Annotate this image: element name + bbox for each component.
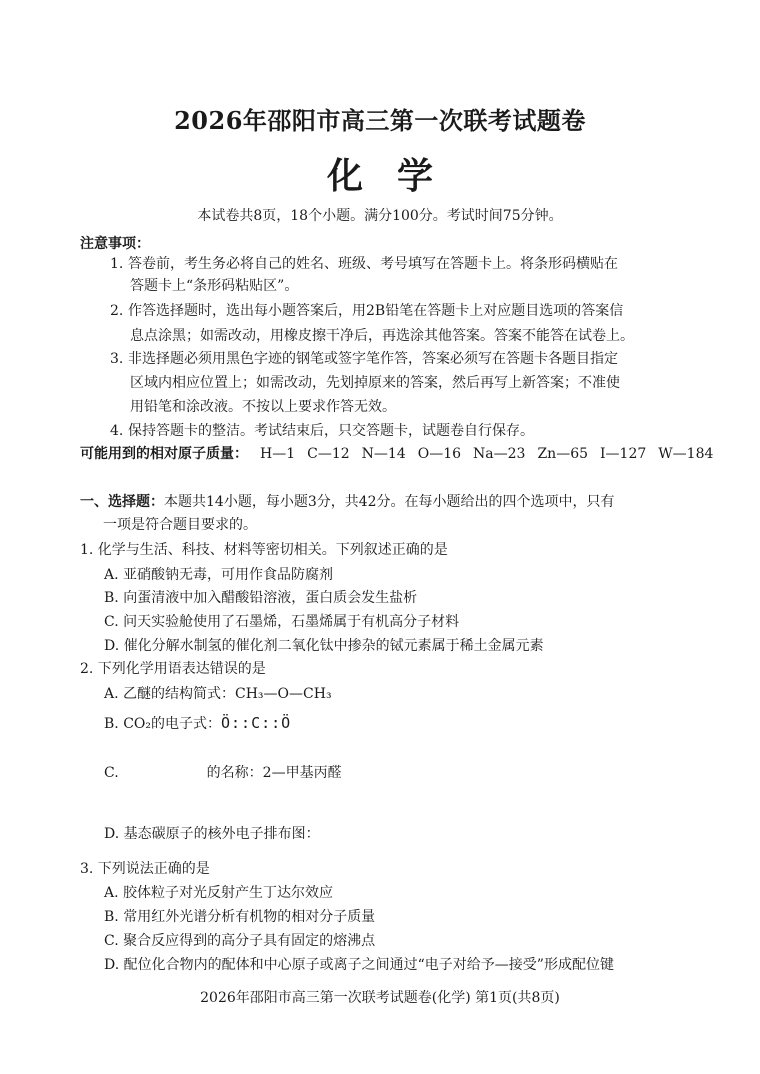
exam-info: 本试卷共8页，18个小题。满分100分。考试时间75分钟。	[197, 208, 563, 224]
section-desc: 一项是符合题目要求的。	[103, 517, 257, 533]
note-number: 3.	[110, 351, 124, 367]
note-number: 1.	[110, 256, 124, 272]
option-label: C.	[104, 765, 119, 781]
atomic-mass-item: Zn—65	[537, 446, 589, 462]
q1-option-a: A. 亚硝酸钠无毒，可用作食品防腐剂	[104, 567, 334, 583]
q1-option-c: C. 问天实验舱使用了石墨烯，石墨烯属于有机高分子材料	[104, 614, 460, 630]
atomic-mass-item: Na—23	[473, 446, 526, 462]
notes-heading: 注意事项：	[80, 236, 150, 252]
atomic-mass-item: I—127	[600, 446, 647, 462]
note-line: 作答选择题时，选出每小题答案后，用2B铅笔在答题卡上对应题目选项的答案信	[128, 303, 624, 319]
q3-option-d: D. 配位化合物内的配体和中心原子或离子之间通过“电子对给予—接受”形成配位键	[104, 957, 614, 973]
q2-option-c	[104, 763, 342, 783]
q2-stem: 2. 下列化学用语表达错误的是	[80, 661, 266, 677]
atomic-mass-item: H—1	[260, 446, 296, 462]
q1-option-b: B. 向蛋清液中加入醋酸铅溶液，蛋白质会发生盐析	[104, 590, 418, 606]
subject-title: 化学	[326, 155, 467, 197]
page-footer: 2026年邵阳市高三第一次联考试题卷(化学) 第1页(共8页)	[200, 990, 560, 1006]
note-line: 非选择题必须用黑色字迹的钢笔或签字笔作答，答案必须写在答题卡各题目指定	[128, 351, 618, 367]
atomic-mass-item: C—12	[307, 446, 350, 462]
q3-stem: 3. 下列说法正确的是	[80, 861, 210, 877]
option-label: B. CO₂的电子式：	[104, 716, 221, 732]
q2-option-a	[104, 684, 332, 704]
option-text: 的名称：2—甲基丙醛	[206, 765, 342, 781]
ether-formula: CH₃—O—CH₃	[235, 686, 332, 702]
q2-option-b	[104, 713, 291, 734]
atomic-mass-item: O—16	[417, 446, 462, 462]
atomic-mass-item: W—184	[658, 446, 714, 462]
note-item-2	[110, 301, 623, 321]
section-title: 一、选择题：	[80, 494, 164, 510]
note-line: 答卷前，考生务必将自己的姓名、班级、考号填写在答题卡上。将条形码横贴在	[128, 256, 618, 272]
atomic-mass-item: N—14	[361, 446, 406, 462]
note-line: 息点涂黑；如需改动，用橡皮擦干净后，再选涂其他答案。答案不能答在试卷上。	[130, 328, 634, 344]
note-number: 2.	[110, 303, 124, 319]
q3-option-a: A. 胶体粒子对光反射产生丁达尔效应	[104, 885, 334, 901]
section-header	[80, 492, 615, 512]
q1-option-d: D. 催化分解水制氢的催化剂二氧化钛中掺杂的铽元素属于稀土金属元素	[104, 638, 544, 654]
note-line: 用铅笔和涂改液。不按以上要求作答无效。	[130, 399, 396, 415]
section-desc: 本题共14小题，每小题3分，共42分。在每小题给出的四个选项中，只有	[164, 494, 615, 510]
atomic-mass-label: 可能用到的相对原子质量：	[80, 446, 248, 462]
note-line: 答题卡上“条形码粘贴区”。	[130, 278, 299, 294]
option-label: A. 乙醚的结构简式：	[104, 686, 236, 702]
atomic-mass-line	[80, 444, 713, 464]
note-item-4	[110, 421, 534, 441]
note-line: 区域内相应位置上；如需改动，先划掉原来的答案，然后再写上新答案；不准使	[130, 375, 620, 391]
note-item-3	[110, 349, 618, 369]
page-title: 2026年邵阳市高三第一次联考试题卷	[174, 106, 586, 135]
q3-option-b: B. 常用红外光谱分析有机物的相对分子质量	[104, 909, 376, 925]
q2-option-d: D. 基态碳原子的核外电子排布图：	[104, 826, 320, 842]
q3-option-c: C. 聚合反应得到的高分子具有固定的熔沸点	[104, 933, 376, 949]
co2-lewis-formula: Ö::C::Ö	[221, 714, 292, 732]
note-item-1	[110, 254, 618, 274]
q1-stem: 1. 化学与生活、科技、材料等密切相关。下列叙述正确的是	[80, 542, 448, 558]
note-number: 4.	[110, 423, 124, 439]
note-line: 保持答题卡的整洁。考试结束后，只交答题卡，试题卷自行保存。	[128, 423, 534, 439]
